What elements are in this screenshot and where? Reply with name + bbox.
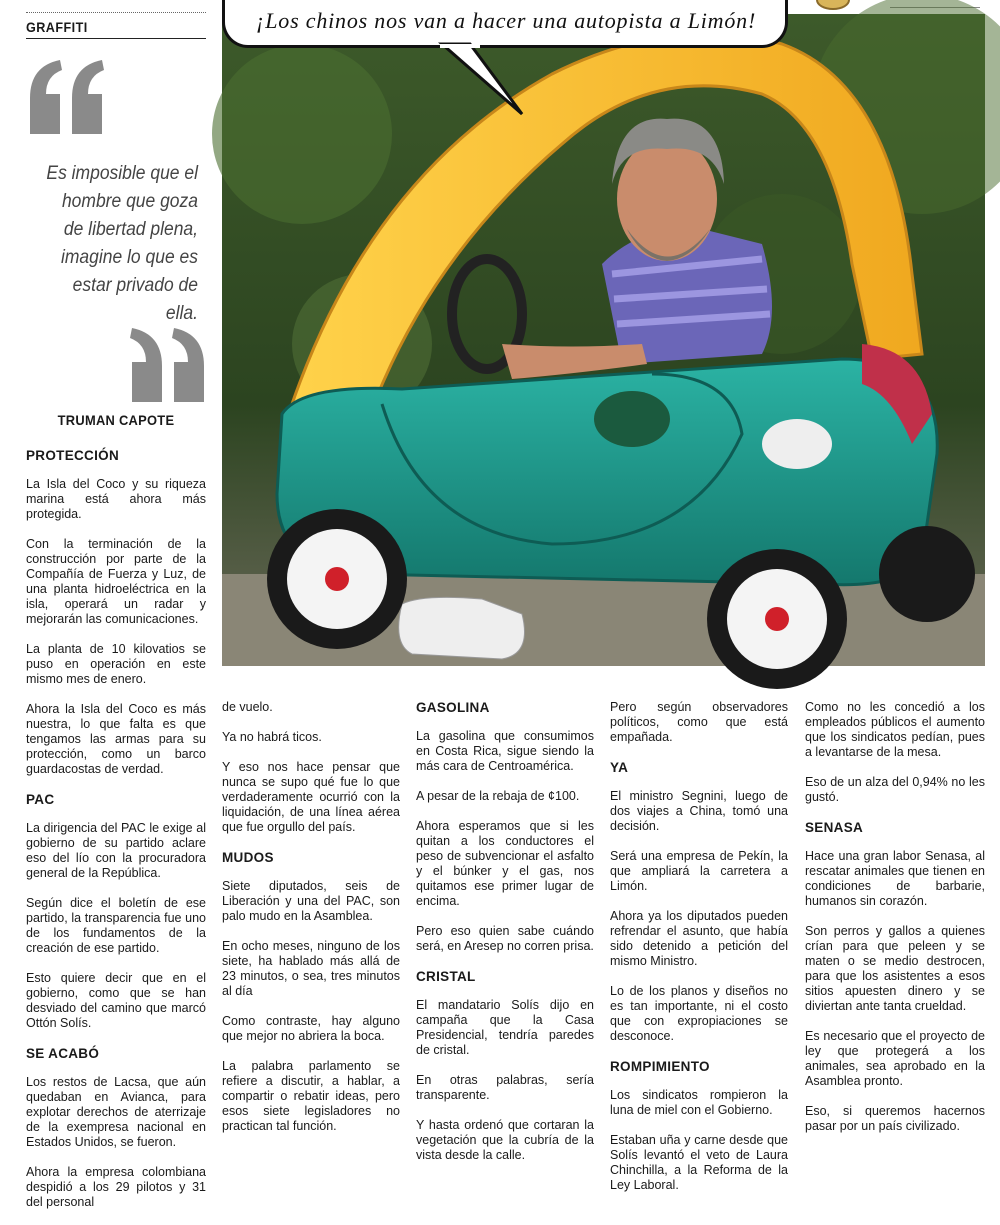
paragraph: Lo de los planos y diseños no es tan importante, ni el costo que con expropiaciones se desconoce. — [610, 984, 788, 1043]
section-rule — [26, 38, 206, 39]
paragraph: Ahora la Isla del Coco es más nuestra, lo que falta es que tengamos las armas para su protección, como un barco guardacostas de verdad. — [26, 702, 206, 776]
section-heading: CRISTAL — [416, 969, 476, 984]
column-2 — [222, 700, 400, 1149]
paragraph: de vuelo. — [222, 700, 273, 714]
seal-icon — [816, 0, 850, 10]
speech-bubble-tail-icon — [440, 44, 530, 124]
column-3 — [416, 694, 594, 1178]
paragraph: La Isla del Coco y su riqueza marina está ahora más protegida. — [26, 477, 206, 521]
paragraph: La dirigencia del PAC le exige al gobierno de su partido aclare eso del lío con la procuradora general de la República. — [26, 821, 206, 880]
close-quote-icon — [128, 326, 208, 402]
toy-car-photo — [222, 14, 985, 666]
top-rule — [26, 12, 206, 13]
paragraph: Esto quiere decir que en el gobierno, como que se han desviado del camino que marcó Ottón Solís. — [26, 971, 206, 1030]
section-heading: PROTECCIÓN — [26, 448, 120, 463]
section-heading: YA — [610, 760, 629, 775]
paragraph: Eso, si queremos hacernos pasar por un país civilizado. — [805, 1104, 985, 1133]
photo-illustration — [222, 14, 985, 666]
paragraph: Eso de un alza del 0,94% no les gustó. — [805, 775, 985, 804]
paragraph: Los sindicatos rompieron la luna de miel con el Gobierno. — [610, 1088, 788, 1117]
paragraph: Como no les concedió a los empleados públicos el aumento que los sindicatos pedían, pues a levantarse de la mesa. — [805, 700, 985, 759]
section-heading: SENASA — [805, 820, 864, 835]
paragraph: Son perros y gallos a quienes crían para que peleen y se maten o se medio destrocen, para que los asistentes a esos sitios apuesten dinero y se diviertan ante tanta crueldad. — [805, 924, 985, 1013]
column-5 — [805, 700, 985, 1149]
paragraph: Es necesario que el proyecto de ley que protegerá a los animales, sea aprobado en la Asamblea pronto. — [805, 1029, 985, 1088]
paragraph: La palabra parlamento se refiere a discutir, a hablar, a compartir o rebatir ideas, pero esos siete legisladores no practican tal función. — [222, 1059, 400, 1133]
paragraph: La gasolina que consumimos en Costa Rica, sigue siendo la más cara de Centroamérica. — [416, 729, 594, 773]
paragraph: El ministro Segnini, luego de dos viajes a China, tomó una decisión. — [610, 789, 788, 833]
paragraph: En otras palabras, sería transparente. — [416, 1073, 594, 1102]
paragraph: El mandatario Solís dijo en campaña que la Casa Presidencial, tendría paredes de cristal. — [416, 998, 594, 1057]
paragraph: Pero eso quien sabe cuándo será, en Aresep no corren prisa. — [416, 924, 594, 953]
paragraph: Estaban uña y carne desde que Solís levantó el veto de Laura Chinchilla, a la Reforma de la Ley Laboral. — [610, 1133, 788, 1192]
quote-text: Es imposible que el hombre que goza de libertad plena, imagine lo que es estar privado de ella. — [46, 163, 199, 324]
paragraph: Los restos de Lacsa, que aún quedaban en Avianca, para explotar derechos de aterrizaje de la exempresa nacional en Estados Unidos, se fueron. — [26, 1075, 206, 1149]
paragraph: La planta de 10 kilovatios se puso en operación en este mismo mes de enero. — [26, 642, 206, 686]
paragraph: Con la terminación de la construcción por parte de la Compañía de Fuerza y Luz, de una planta hidroeléctrica en la isla, operará un radar y mejorarán las comunicaciones. — [26, 537, 206, 626]
column-1 — [26, 442, 206, 1225]
paragraph: Ahora esperamos que si les quitan a los conductores el peso de subvencionar el asfalto y el búnker y el gas, nos quitamos ese primer lugar de encima. — [416, 819, 594, 908]
paragraph: A pesar de la rebaja de ¢100. — [416, 789, 580, 803]
paragraph: Y eso nos hace pensar que nunca se supo qué fue lo que verdaderamente ocurrió con la liquidación, de una línea aérea que fue orgullo del país. — [222, 760, 400, 834]
quote-author: TRUMAN CAPOTE — [57, 412, 175, 428]
paragraph: Y hasta ordenó que cortaran la vegetación que la cubría de la vista desde la calle. — [416, 1118, 594, 1162]
speech-bubble-text: ¡Los chinos nos van a hacer una autopista a Limón! — [255, 8, 757, 33]
section-heading: MUDOS — [222, 850, 274, 865]
paragraph: En ocho meses, ninguno de los siete, ha hablado más allá de 23 minutos, o sea, tres minutos al día — [222, 939, 400, 998]
paragraph: Según dice el boletín de ese partido, la transparencia fue uno de los fundamentos de la creación de ese partido. — [26, 896, 206, 955]
paragraph: Siete diputados, seis de Liberación y una del PAC, son palo mudo en la Asamblea. — [222, 879, 400, 923]
section-heading: ROMPIMIENTO — [610, 1059, 710, 1074]
paragraph: Ahora la empresa colombiana despidió a los 29 pilotos y 31 del personal — [26, 1165, 206, 1209]
open-quote-icon — [26, 58, 106, 134]
section-heading: PAC — [26, 792, 55, 807]
section-heading: SE ACABÓ — [26, 1046, 100, 1061]
column-4 — [610, 700, 788, 1208]
section-heading: GASOLINA — [416, 700, 490, 715]
paragraph: Pero según observadores políticos, como que está empañada. — [610, 700, 788, 744]
paragraph: Ahora ya los diputados pueden refrendar el asunto, que había sido detenido a petición del mismo Ministro. — [610, 909, 788, 968]
paragraph: Como contraste, hay alguno que mejor no abriera la boca. — [222, 1014, 400, 1043]
section-label: GRAFFITI — [26, 19, 88, 35]
paragraph: Será una empresa de Pekín, la que ampliará la carretera a Limón. — [610, 849, 788, 893]
paragraph: Hace una gran labor Senasa, al rescatar animales que tienen en condiciones de barbarie, humanos sin corazón. — [805, 849, 985, 908]
paragraph: Ya no habrá ticos. — [222, 730, 322, 744]
